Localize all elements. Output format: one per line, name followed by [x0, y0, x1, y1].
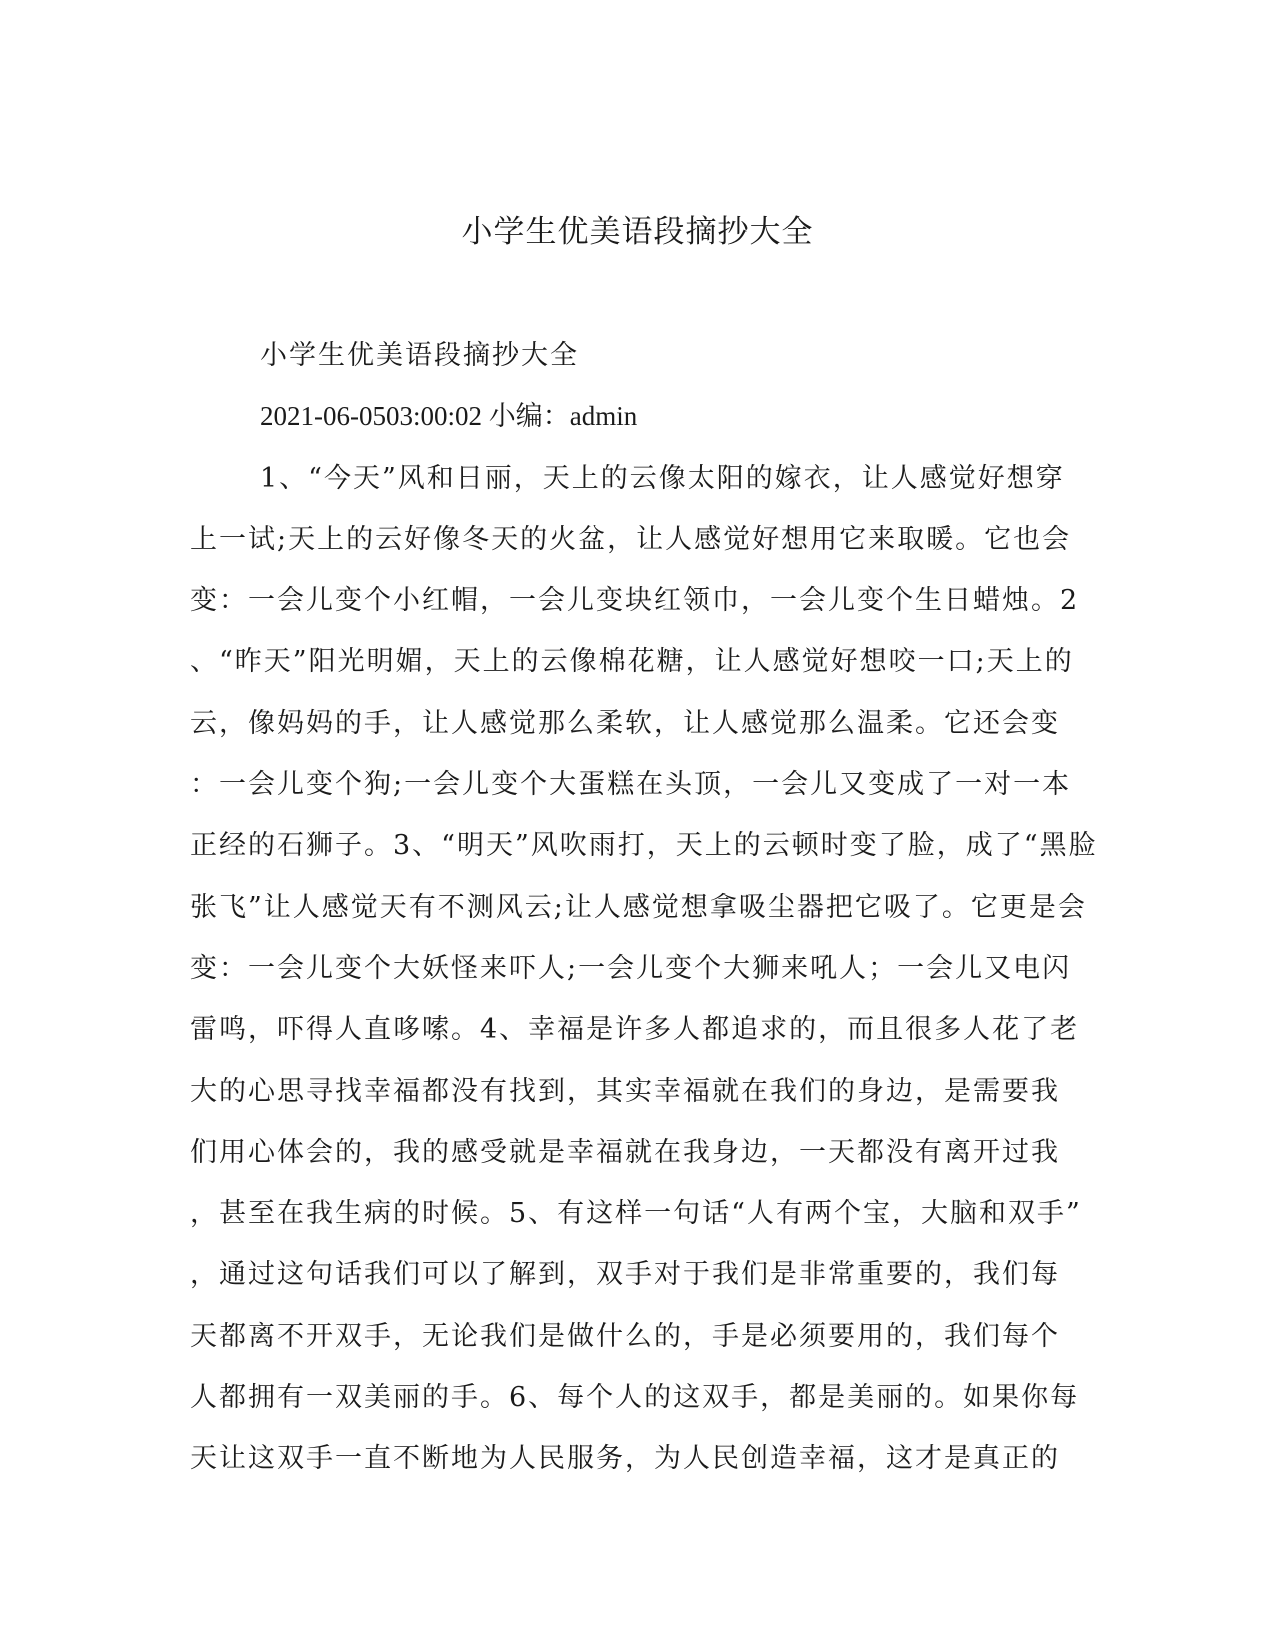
body-line: 变：一会儿变个大妖怪来吓人;一会儿变个大狮来吼人；一会儿又电闪	[190, 952, 1072, 984]
document-meta: 2021-06-0503:00:02 小编：admin	[260, 401, 638, 432]
body-line: 张飞”让人感觉天有不测风云;让人感觉想拿吸尘器把它吸了。它更是会	[190, 891, 1087, 923]
body-line: 上一试;天上的云好像冬天的火盆，让人感觉好想用它来取暖。它也会	[190, 523, 1072, 555]
body-line: 云，像妈妈的手，让人感觉那么柔软，让人感觉那么温柔。它还会变	[190, 707, 1060, 739]
body-line: ，通过这句话我们可以了解到，双手对于我们是非常重要的，我们每	[190, 1259, 1060, 1291]
body-line: 天让这双手一直不断地为人民服务，为人民创造幸福，这才是真正的	[190, 1443, 1060, 1475]
body-line: 大的心思寻找幸福都没有找到，其实幸福就在我们的身边，是需要我	[190, 1075, 1060, 1107]
body-line: ：一会儿变个狗;一会儿变个大蛋糕在头顶，一会儿又变成了一对一本	[190, 769, 1072, 801]
body-line: 变：一会儿变个小红帽，一会儿变块红领巾，一会儿变个生日蜡烛。2	[190, 585, 1080, 617]
body-line: 1、“今天”风和日丽，天上的云像太阳的嫁衣，让人感觉好想穿	[260, 462, 1065, 494]
document-body	[190, 325, 1098, 1490]
body-line: 人都拥有一双美丽的手。6、每个人的这双手，都是美丽的。如果你每	[190, 1382, 1080, 1414]
body-line: 、“昨天”阳光明媚，天上的云像棉花糖，让人感觉好想咬一口;天上的	[190, 646, 1074, 678]
body-line: 正经的石狮子。3、“明天”风吹雨打，天上的云顿时变了脸，成了“黑脸	[190, 830, 1098, 862]
document-subtitle: 小学生优美语段摘抄大全	[260, 340, 579, 371]
body-line: 们用心体会的，我的感受就是幸福就在我身边，一天都没有离开过我	[190, 1136, 1060, 1168]
body-line: ，甚至在我生病的时候。5、有这样一句话“人有两个宝，大脑和双手”	[190, 1198, 1082, 1230]
document-title: 小学生优美语段摘抄大全	[461, 214, 814, 250]
body-line: 雷鸣，吓得人直哆嗦。4、幸福是许多人都追求的，而且很多人花了老	[190, 1014, 1080, 1046]
body-line: 天都离不开双手，无论我们是做什么的，手是必须要用的，我们每个	[190, 1320, 1060, 1352]
